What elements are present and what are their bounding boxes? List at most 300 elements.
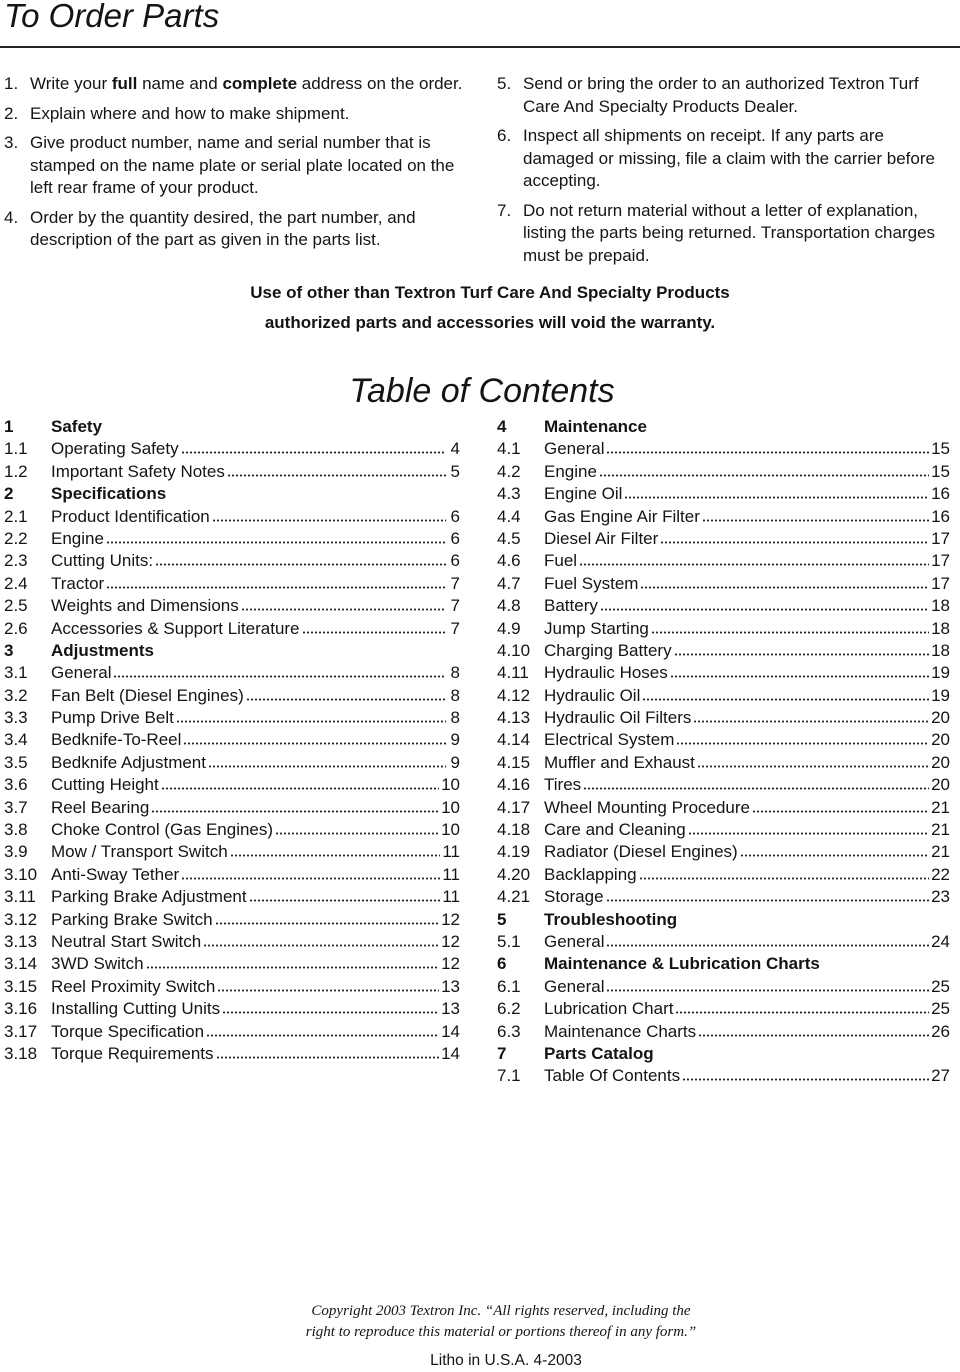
toc-text: Engine <box>544 461 597 481</box>
toc-page-number: 26 <box>931 1021 950 1041</box>
toc-number: 3.18 <box>4 1043 38 1063</box>
toc-page-number: 8 <box>450 708 460 728</box>
toc-page-number: 25 <box>931 976 950 996</box>
toc-page-number: 7 <box>450 596 460 616</box>
title-divider <box>0 46 960 48</box>
toc-entry <box>4 507 460 529</box>
toc-text: Maintenance <box>544 417 647 436</box>
toc-number: 5.1 <box>497 931 521 951</box>
toc-text: Operating Safety <box>51 439 179 459</box>
toc-entry <box>4 596 460 618</box>
toc-page-number: 22 <box>931 864 950 884</box>
dot-leader <box>203 933 439 947</box>
order-step-text: Explain where and how to make shipment. <box>30 103 350 123</box>
litho-note: Litho in U.S.A. 4-2003 <box>430 1352 582 1369</box>
toc-page-number: 18 <box>931 596 950 616</box>
toc-number: 4.8 <box>497 596 521 616</box>
toc-text: Hydraulic Hoses <box>544 663 668 683</box>
dot-leader <box>640 575 929 589</box>
toc-text: Product Identification <box>51 506 210 526</box>
toc-text: Specifications <box>51 484 167 504</box>
toc-entry <box>4 798 460 820</box>
dot-leader <box>676 731 929 745</box>
toc-page-number: 4 <box>450 439 460 459</box>
warranty-warning-line-1: Use of other than Textron Turf Care And Specialty Products <box>250 283 730 302</box>
toc-text: Charging Battery <box>544 640 672 660</box>
toc-text: Tractor <box>51 573 105 593</box>
dot-leader <box>146 955 440 969</box>
order-step <box>497 73 957 118</box>
toc-number: 3.7 <box>4 797 28 817</box>
toc-number: 3.11 <box>4 887 36 907</box>
toc-entry <box>4 462 460 484</box>
toc-number: 4.18 <box>497 820 531 840</box>
toc-entry <box>4 977 460 999</box>
toc-page-number: 6 <box>450 506 460 526</box>
order-step-number: 5. <box>497 74 512 93</box>
toc-number: 3.9 <box>4 842 28 862</box>
dot-leader <box>693 709 929 723</box>
order-step-text: Do not return material without a letter of explanation, listing the parts being returned. Transportation charges must be prepaid. <box>523 200 936 265</box>
toc-page-number: 11 <box>442 887 460 907</box>
toc-number: 4.11 <box>497 663 529 683</box>
toc-entry <box>497 865 950 887</box>
order-step-number: 6. <box>497 126 512 145</box>
toc-entry <box>497 730 950 752</box>
toc-page-number: 8 <box>450 685 460 705</box>
dot-leader <box>176 709 446 723</box>
toc-page-number: 7 <box>450 618 460 638</box>
order-steps-left <box>4 73 468 259</box>
order-step <box>497 200 957 268</box>
dot-leader <box>579 552 929 566</box>
toc-page-number: 15 <box>931 461 950 481</box>
dot-leader <box>302 620 446 634</box>
toc-page-number: 20 <box>931 708 950 728</box>
dot-leader <box>151 799 439 813</box>
toc-number: 6.2 <box>497 999 521 1019</box>
order-step-number: 7. <box>497 200 512 220</box>
order-step-text: address on the order. <box>297 74 463 93</box>
toc-entry <box>4 775 460 797</box>
dot-leader <box>230 843 441 857</box>
toc-page-number: 12 <box>441 931 460 951</box>
order-step-number: 3. <box>4 133 19 152</box>
order-step-number: 4. <box>4 207 19 227</box>
toc-page-number: 14 <box>441 1021 460 1041</box>
toc-section-heading <box>497 417 950 439</box>
order-step-text: Send or bring the order to an authorized Textron Turf Care And Specialty Products Dealer. <box>523 74 919 116</box>
toc-text: Care and Cleaning <box>544 820 686 840</box>
dot-leader <box>216 1045 440 1059</box>
toc-section-heading <box>4 641 460 663</box>
dot-leader <box>674 642 930 656</box>
toc-number: 4 <box>497 417 507 436</box>
toc-text: Bedknife-To-Reel <box>51 730 182 750</box>
toc-text: Cutting Units: <box>51 551 154 571</box>
toc-entry <box>497 887 950 909</box>
toc-entry <box>4 887 460 909</box>
toc-page-number: 5 <box>450 461 460 481</box>
toc-number: 4.6 <box>497 551 521 571</box>
emphasis-text: full <box>111 74 138 93</box>
dot-leader <box>208 754 446 768</box>
page-title: To Order Parts <box>4 0 220 34</box>
toc-entry <box>497 484 950 506</box>
toc-entry <box>497 619 950 641</box>
toc-number: 5 <box>497 909 507 929</box>
dot-leader <box>275 821 439 835</box>
dot-leader <box>106 575 446 589</box>
toc-page-number: 15 <box>931 439 950 459</box>
toc-text: General <box>544 976 605 996</box>
order-step-text: Inspect all shipments on receipt. If any parts are damaged or missing, file a claim with the carrier before accepting. <box>523 126 935 190</box>
toc-number: 3.6 <box>4 775 28 795</box>
toc-number: 3.16 <box>4 999 38 1019</box>
toc-entry <box>497 439 950 461</box>
toc-text: Troubleshooting <box>544 909 678 929</box>
toc-page-number: 11 <box>442 842 460 862</box>
dot-leader <box>181 440 446 454</box>
toc-number: 3.8 <box>4 820 28 840</box>
toc-text: Jump Starting <box>544 618 649 638</box>
toc-entry <box>497 977 950 999</box>
toc-page-number: 20 <box>931 752 950 772</box>
toc-entry <box>497 551 950 573</box>
dot-leader <box>249 888 441 902</box>
toc-text: Parking Brake Adjustment <box>51 887 247 907</box>
toc-entry <box>497 1066 950 1088</box>
toc-section-heading <box>497 954 950 976</box>
toc-number: 3.10 <box>4 864 38 884</box>
toc-number: 1 <box>4 417 14 436</box>
toc-page-number: 18 <box>931 640 950 660</box>
toc-text: Diesel Air Filter <box>544 528 659 548</box>
toc-number: 2.3 <box>4 551 28 571</box>
order-steps-right <box>497 73 957 274</box>
toc-text: Parts Catalog <box>544 1043 654 1063</box>
toc-number: 4.2 <box>497 461 521 481</box>
toc-page-number: 17 <box>931 528 950 548</box>
warranty-warning-line-2: authorized parts and accessories will void the warranty. <box>264 313 716 332</box>
dot-leader <box>222 1000 439 1014</box>
toc-text: Fan Belt (Diesel Engines) <box>51 685 244 705</box>
toc-text: Lubrication Chart <box>544 999 674 1019</box>
toc-text: Reel Bearing <box>51 797 150 817</box>
toc-entry <box>497 753 950 775</box>
toc-entry <box>4 954 460 976</box>
dot-leader <box>600 597 929 611</box>
toc-entry <box>497 999 950 1021</box>
dot-leader <box>702 508 929 522</box>
dot-leader <box>752 799 929 813</box>
dot-leader <box>688 821 929 835</box>
toc-entry <box>4 753 460 775</box>
toc-text: Muffler and Exhaust <box>544 752 695 772</box>
toc-entry <box>4 708 460 730</box>
toc-number: 7 <box>497 1043 507 1063</box>
dot-leader <box>606 933 929 947</box>
dot-leader <box>183 731 446 745</box>
emphasis-text: complete <box>222 74 298 93</box>
toc-entry <box>497 932 950 954</box>
toc-page-number: 11 <box>442 864 460 884</box>
toc-text: General <box>544 439 605 459</box>
toc-text: Cutting Height <box>51 775 159 795</box>
copyright-line-2: right to reproduce this material or portions thereof in any form.” <box>305 1324 697 1340</box>
toc-number: 2.5 <box>4 596 28 616</box>
toc-page-number: 17 <box>931 573 950 593</box>
toc-entry <box>497 708 950 730</box>
order-step <box>497 125 957 193</box>
toc-number: 3.5 <box>4 752 28 772</box>
toc-number: 4.1 <box>497 439 521 459</box>
toc-page-number: 10 <box>441 797 460 817</box>
toc-text: Pump Drive Belt <box>51 708 174 728</box>
toc-number: 4.15 <box>497 752 531 772</box>
toc-entry <box>497 1022 950 1044</box>
toc-page-number: 9 <box>450 730 460 750</box>
toc-page-number: 9 <box>450 752 460 772</box>
dot-leader <box>651 620 929 634</box>
dot-leader <box>212 508 446 522</box>
toc-number: 3.4 <box>4 730 28 750</box>
dot-leader <box>113 664 446 678</box>
toc-text: Fuel <box>544 551 578 571</box>
dot-leader <box>670 664 929 678</box>
toc-page-number: 13 <box>441 976 460 996</box>
toc-page-number: 6 <box>450 528 460 548</box>
toc-entry <box>4 1022 460 1044</box>
toc-number: 6.1 <box>497 976 521 996</box>
toc-entry <box>4 574 460 596</box>
toc-entry <box>497 574 950 596</box>
toc-text: Safety <box>51 417 103 436</box>
toc-text: Electrical System <box>544 730 675 750</box>
toc-page-number: 8 <box>450 663 460 683</box>
toc-entry <box>4 910 460 932</box>
toc-text: Adjustments <box>51 640 154 660</box>
toc-number: 1.2 <box>4 461 28 481</box>
toc-number: 4.19 <box>497 842 531 862</box>
toc-page-number: 12 <box>441 954 460 974</box>
toc-text: 3WD Switch <box>51 954 144 974</box>
dot-leader <box>660 530 929 544</box>
toc-number: 3.17 <box>4 1021 38 1041</box>
dot-leader <box>599 463 929 477</box>
toc-page-number: 20 <box>931 730 950 750</box>
order-step-text: Order by the quantity desired, the part number, and description of the part as given in the parts list. <box>30 207 416 249</box>
toc-text: Engine <box>51 528 104 548</box>
toc-text: Backlapping <box>544 864 637 884</box>
toc-page-number: 14 <box>441 1043 460 1063</box>
toc-number: 4.4 <box>497 506 521 526</box>
dot-leader <box>106 530 446 544</box>
toc-page-number: 27 <box>931 1066 950 1086</box>
toc-entry <box>4 551 460 573</box>
toc-entry <box>4 529 460 551</box>
toc-page-number: 25 <box>931 999 950 1019</box>
order-step-text: name and <box>137 74 223 93</box>
toc-number: 4.20 <box>497 864 531 884</box>
dot-leader <box>639 866 929 880</box>
toc-entry <box>497 686 950 708</box>
toc-page-number: 7 <box>450 573 460 593</box>
toc-entry <box>4 842 460 864</box>
toc-entry <box>4 663 460 685</box>
dot-leader <box>181 866 440 880</box>
toc-page-number: 13 <box>441 999 460 1019</box>
toc-text: Storage <box>544 887 604 907</box>
toc-entry <box>4 932 460 954</box>
dot-leader <box>155 552 446 566</box>
toc-section-heading <box>497 910 950 932</box>
toc-entry <box>497 820 950 842</box>
dot-leader <box>206 1023 439 1037</box>
toc-page-number: 21 <box>931 797 950 817</box>
toc-entry <box>497 462 950 484</box>
toc-text: Torque Requirements <box>51 1043 214 1063</box>
dot-leader <box>740 843 929 857</box>
toc-text: Table Of Contents <box>544 1066 681 1086</box>
dot-leader <box>624 485 929 499</box>
toc-page-number: 16 <box>931 484 950 504</box>
toc-page-number: 18 <box>931 618 950 638</box>
toc-text: Choke Control (Gas Engines) <box>51 820 274 840</box>
toc-section-heading <box>4 484 460 506</box>
toc-text: Parking Brake Switch <box>51 909 213 929</box>
toc-text: Reel Proximity Switch <box>51 976 216 996</box>
toc-text: Accessories & Support Literature <box>51 618 300 638</box>
toc-number: 4.12 <box>497 685 531 705</box>
toc-page-number: 20 <box>931 775 950 795</box>
toc-page-number: 12 <box>441 909 460 929</box>
toc-entry <box>4 619 460 641</box>
toc-text: Anti-Sway Tether <box>51 864 180 884</box>
toc-number: 7.1 <box>497 1066 521 1086</box>
dot-leader <box>697 754 929 768</box>
dot-leader <box>698 1023 929 1037</box>
toc-page-number: 19 <box>931 685 950 705</box>
toc-page-number: 19 <box>931 663 950 683</box>
toc-number: 3.3 <box>4 708 28 728</box>
dot-leader <box>217 978 439 992</box>
toc-column-right <box>497 417 950 1089</box>
toc-number: 4.5 <box>497 528 521 548</box>
toc-title: Table of Contents <box>349 372 615 410</box>
toc-number: 4.7 <box>497 573 521 593</box>
toc-page-number: 23 <box>931 887 950 907</box>
toc-text: Torque Specification <box>51 1021 205 1041</box>
toc-number: 4.10 <box>497 640 531 660</box>
toc-text: Mow / Transport Switch <box>51 842 228 862</box>
toc-number: 3.2 <box>4 685 28 705</box>
order-step-number: 2. <box>4 103 19 123</box>
toc-number: 3.15 <box>4 976 38 996</box>
toc-entry <box>497 842 950 864</box>
order-step <box>4 207 468 252</box>
toc-number: 6.3 <box>497 1021 521 1041</box>
dot-leader <box>246 687 446 701</box>
toc-entry <box>4 730 460 752</box>
toc-text: Hydraulic Oil <box>544 685 641 705</box>
toc-entry <box>497 507 950 529</box>
toc-entry <box>497 663 950 685</box>
toc-entry <box>4 1044 460 1066</box>
toc-text: Maintenance Charts <box>544 1021 697 1041</box>
toc-entry <box>497 641 950 663</box>
toc-number: 4.13 <box>497 708 531 728</box>
toc-page-number: 10 <box>441 820 460 840</box>
toc-column-left <box>4 417 460 1066</box>
toc-text: General <box>51 663 112 683</box>
dot-leader <box>642 687 929 701</box>
toc-text: Fuel System <box>544 573 639 593</box>
toc-text: Wheel Mounting Procedure <box>544 797 751 817</box>
toc-text: General <box>544 931 605 951</box>
toc-text: Maintenance & Lubrication Charts <box>544 954 820 974</box>
toc-entry <box>4 820 460 842</box>
toc-number: 6 <box>497 954 507 974</box>
order-step-text: Give product number, name and serial number that is stamped on the name plate or serial plate located on the left rear frame of your product. <box>30 133 455 197</box>
toc-text: Gas Engine Air Filter <box>544 506 700 526</box>
toc-section-heading <box>497 1044 950 1066</box>
toc-text: Installing Cutting Units <box>51 999 221 1019</box>
dot-leader <box>675 1000 929 1014</box>
dot-leader <box>682 1067 929 1081</box>
toc-number: 3.14 <box>4 954 38 974</box>
toc-text: Battery <box>544 596 598 616</box>
dot-leader <box>606 978 929 992</box>
toc-number: 4.14 <box>497 730 531 750</box>
toc-entry <box>497 596 950 618</box>
toc-page-number: 21 <box>931 820 950 840</box>
toc-entry <box>4 999 460 1021</box>
toc-number: 1.1 <box>4 439 28 459</box>
toc-page-number: 24 <box>931 931 950 951</box>
toc-number: 2 <box>4 484 14 504</box>
dot-leader <box>227 463 446 477</box>
toc-text: Important Safety Notes <box>51 461 225 481</box>
toc-text: Weights and Dimensions <box>51 596 239 616</box>
toc-text: Hydraulic Oil Filters <box>544 708 692 728</box>
toc-entry <box>4 686 460 708</box>
order-step-number: 1. <box>4 74 19 93</box>
order-step-text: Write your <box>30 74 112 93</box>
toc-text: Neutral Start Switch <box>51 931 202 951</box>
toc-number: 2.4 <box>4 573 28 593</box>
toc-number: 4.9 <box>497 618 521 638</box>
toc-page-number: 21 <box>931 842 950 862</box>
copyright-line-1: Copyright 2003 Textron Inc. “All rights reserved, including the <box>311 1303 691 1319</box>
toc-number: 2.1 <box>4 506 28 526</box>
toc-number: 4.3 <box>497 484 521 504</box>
toc-number: 3.13 <box>4 931 38 951</box>
toc-entry <box>497 775 950 797</box>
toc-page-number: 6 <box>450 551 460 571</box>
toc-text: Radiator (Diesel Engines) <box>544 842 738 862</box>
toc-number: 2.2 <box>4 528 28 548</box>
toc-entry <box>497 529 950 551</box>
toc-number: 3 <box>4 640 14 660</box>
toc-entry <box>4 865 460 887</box>
toc-number: 3.1 <box>4 663 28 683</box>
toc-text: Tires <box>544 775 582 795</box>
toc-section-heading <box>4 417 460 439</box>
toc-text: Bedknife Adjustment <box>51 752 206 772</box>
dot-leader <box>606 888 930 902</box>
toc-entry <box>497 798 950 820</box>
